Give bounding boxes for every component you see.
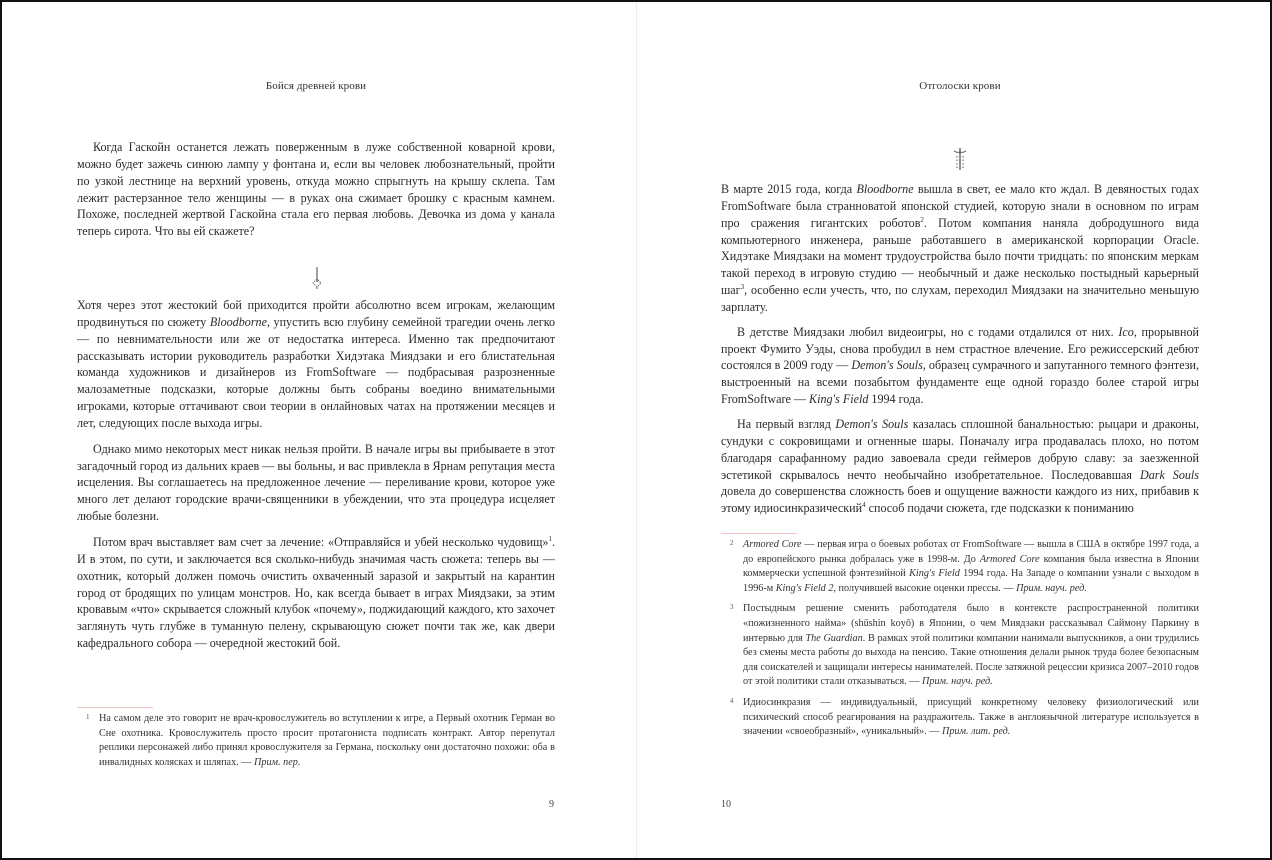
main-text-block	[77, 297, 555, 652]
paragraph: На первый взгляд Demon's Souls казалась сплошной банальностью: рыцари и драконы, сундуки с сокровищами и огненные шары. Поначалу игра продавалась плохо, но потом благодаря сарафанному радио завоевала среди геймеров добрую славу: за заезженной эстетикой скрывалось нечто необычайно изобретательное. Последовавшая Dark Souls довела до совершенства сложность боев и ощущение важности каждого из них, прибавив к этому идиосинкразический$^4$ способ подачи сюжета, где подсказки к пониманию	[721, 416, 1200, 516]
footnote-number: 4	[730, 696, 734, 705]
game-title: Demon's Souls	[835, 416, 909, 431]
editor-note: Прим. науч. ред.	[1016, 582, 1087, 594]
paragraph: Когда Гаскойн останется лежать поверженным в луже собственной коварной крови, можно будет зажечь синюю лампу у фонтана и, если вы человек любознательный, пройти по узкой лестнице на верхний уровень, откуда можно спрыгнуть на крышу склепа. Там лежит растерзанное тело женщины — в руках она сжимает брошку с красным камнем. Похоже, последней жертвой Гаскойна стала его первая любовь. Девочка из дома у канала теперь сирота. Что вы ей скажете?	[77, 140, 555, 239]
rune-staff-icon	[952, 148, 968, 170]
footnote-3: 3 Постыдным решение сменить работодателя было в контексте распространенной политики «пожизненного найма» (shūshin koyō) в Японии, о чем Миядзаки рассказывал Саймону Паркину в интервью для The Guardian. В рамках этой политики компании нанимали выпускников, а они трудились без смены места работы до выхода на пенсию. Такие отношения делали рынок труда более безопасным для соискателей и защищали интересы нанимателей. После затяжной рецессии кризиса 2007–2010 годов от этой политики стали отказываться. — Прим. науч. ред.	[721, 602, 1199, 690]
game-title: Demon's Souls	[851, 358, 923, 373]
footnote-number: 3	[730, 603, 734, 612]
footnote-2: 2 Armored Core — первая игра о боевых роботах от FromSoftware — вышла в США в октябре 1997 года, а до европейского рынка добралась уже в 1998-м. До Armored Core компания была известна в Японии коммерчески успешной фэнтезийной King's Field 1994 года. На Западе о компании узнали с выходом в 1996-м King's Field 2, получившей высокие оценки прессы. — Прим. науч. ред.	[721, 538, 1199, 596]
page-number: 10	[721, 799, 731, 810]
paragraph: Хотя через этот жестокий бой приходится пройти абсолютно всем игрокам, желающим продвинуться по сюжету Bloodborne, упустить всю глубину семейной трагедии очень легко — по невнимательности или же от недостатка интереса. Именно так предпочитают рассказывать истории руководитель разработки Хидэтака Миядзаки и его блистательная команда художников и дизайнеров из FromSoftware — подбрасывая разрозненные малозаметные подсказки, которые должны быть собраны воедино внимательными игроками, которые оттачивают свои теории в онлайновых чатах на протяжении месяцев и лет, следующих после выхода игры.	[77, 298, 556, 430]
footnote-4: 4 Идиосинкразия — индивидуальный, присущий конкретному человеку физиологический или психический способ реагирования на раздражитель. Также в англоязычной литературе используется в значении «своеобразный», «уникальный». — Прим. лит. ред.	[721, 696, 1199, 740]
opening-paragraph-block	[77, 139, 555, 240]
left-page	[2, 2, 636, 858]
footnotes	[77, 712, 555, 776]
paragraph: В детстве Миядзаки любил видеоигры, но с годами отдалился от них. Ico, прорывной проект Фумито Уэды, снова пробудил в нем страстное влечение. Его режиссерский дебют состоялся в 2009 году — Demon's Souls, образец сумрачного и запутанного темного фэнтези, выстроенный на всеми позабытом фундаменте еще одной гораздо более старой игры FromSoftware — King's Field 1994 года.	[721, 324, 1199, 407]
game-title: Bloodborne	[209, 314, 267, 329]
game-title: Ico	[1118, 324, 1134, 339]
paragraph: Однако мимо некоторых мест никак нельзя пройти. В начале игры вы прибываете в этот загадочный город из дальних краев — вы больны, и вас привлекла в Ярнам репутация места исцеления. Вы соглашаетесь на предложенное лечение — переливание крови, которое уже много лет делают городские врачи-священники в убеждении, что эта процедура исцеляет любые болезни.	[77, 441, 555, 524]
footnote-1: 1 На самом деле это говорит не врач-кровослужитель во вступлении к игре, а Первый охотник Герман во Сне охотника. Кровослужитель просто просит протагониста подписать контракт. Автор перепутал реплики персонажей либо принял кровослужителя за Германа, поскольку они достаточно похожи: оба в инвалидных колясках и шляпах. — Прим. пер.	[77, 712, 555, 770]
right-page	[637, 2, 1270, 858]
editor-note: Прим. лит. ред.	[941, 726, 1011, 738]
editor-note: Прим. науч. ред.	[922, 676, 993, 688]
paragraph: В марте 2015 года, когда Bloodborne вышла в свет, ее мало кто ждал. В девяностых годах FromSoftware была странноватой японской студией, которую знали в основном по играм про сражения гигантских роботов$^2$. Потом компания наняла добродушного вида компьютерного инженера, раньше работавшего в американской корпорации Oracle. Хидэтаке Миядзаки на момент трудоустройства было почти тридцать: по японским меркам такой переход в игровую студию — необычный и даже несколько постыдный карьерный шаг$^3$, особенно если учесть, что, по слухам, переходил Миядзаки на значительно меньшую зарплату.	[721, 182, 1199, 314]
fleur-dagger-icon	[309, 267, 325, 289]
paragraph: Потом врач выставляет вам счет за лечение: «Отправляйся и убей несколько чудовищ»$^1$. И в этом, по сути, и заключается вся сколько-нибудь значимая часть сюжета: теперь вы — охотник, который должен помочь очистить охваченный заразой и закрытый на карантин город от бродящих по улицам монстров. Но, как всегда бывает в играх Миядзаки, за этим кровавым «что» скрывается сложный клубок «почему», поджидающий каждого, кто захочет заглянуть чуть глубже в туманную пелену, скрывающую сюжет почти так же, как двери кафедрального собора — очередной жестокий бой.	[77, 534, 555, 651]
editor-note: Прим. пер.	[254, 756, 301, 768]
footnote-number: 1	[86, 713, 90, 721]
game-title: Bloodborne	[856, 182, 914, 196]
footnote-rule	[721, 533, 797, 534]
footnote-ref[interactable]: 2	[920, 215, 924, 224]
footnote-ref[interactable]: 3	[740, 283, 745, 292]
running-head: Отголоски крови	[919, 80, 1001, 92]
footnote-ref[interactable]: 4	[862, 501, 866, 510]
footnotes	[721, 538, 1199, 746]
footnote-ref[interactable]: 1	[548, 534, 552, 543]
game-title: King's Field	[809, 392, 869, 407]
page-number: 9	[549, 799, 554, 810]
footnote-rule	[77, 707, 153, 708]
footnote-number: 2	[730, 539, 734, 547]
game-title: Dark Souls	[1139, 467, 1199, 482]
main-text-block	[721, 181, 1199, 517]
running-head: Бойся древней крови	[265, 80, 367, 92]
